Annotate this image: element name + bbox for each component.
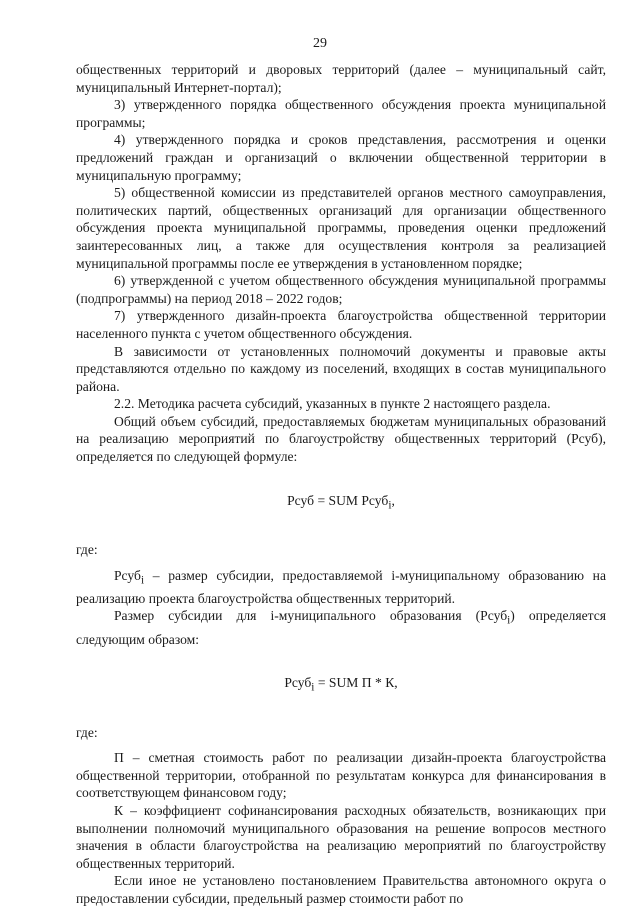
list-item-5: 5) общественной комиссии из представителей органов местного самоуправления, политических партий, общественных организаций для организации общественного обсуждения проекта муниципальной программы, проведения оценки предложений заинтересованных лиц, а также для осуществления контроля за реализацией муниципальной программы после ее утверждения в установленном порядке; xyxy=(76,185,606,271)
definition-1-subscript: i xyxy=(140,574,145,587)
where-label-1: где: xyxy=(76,541,98,557)
formula-1-right: , xyxy=(391,492,395,508)
where-label-2: где: xyxy=(76,724,98,740)
size-paragraph-post: ) определяется следующим образом: xyxy=(76,608,607,647)
paragraph-continuation: общественных территорий и дворовых территорий (далее – муниципальный сайт, муниципальный Интернет-портал); xyxy=(76,62,606,95)
formula-1-subscript: i xyxy=(388,499,392,512)
formula-2-left: Рсуб xyxy=(284,675,312,691)
paragraph-subsidy-size xyxy=(76,607,606,648)
definition-p: П – сметная стоимость работ по реализации дизайн-проекта благоустройства общественной территории, отобранной по результатам конкурса для финансирования в соответствующем финансовом году; xyxy=(76,750,606,801)
definition-k: К – коэффициент софинансирования расходных обязательств, возникающих при выполнении полномочий муниципального образования на решение вопросов местного значения в области благоустройства на реализацию мероприятий по благоустройству общественных территорий. xyxy=(76,803,606,871)
size-paragraph-subscript: i xyxy=(507,615,511,628)
paragraph-limit: Если иное не установлено постановлением Правительства автономного округа о предоставлении субсидии, предельный размер стоимости работ по xyxy=(76,873,606,907)
page-number: 29 xyxy=(313,36,327,51)
section-heading-2-2: 2.2. Методика расчета субсидий, указанных в пункте 2 настоящего раздела. xyxy=(114,396,551,412)
formula-subsidy-i xyxy=(76,674,606,697)
list-item-4: 4) утвержденного порядка и сроков представления, рассмотрения и оценки предложений граждан и организаций о включении общественной территории в муниципальную программу; xyxy=(76,132,606,183)
definition-1-term: Рсуб xyxy=(114,567,141,583)
definition-rsub-i xyxy=(76,567,606,608)
list-item-7: 7) утвержденного дизайн-проекта благоустройства общественной территории населенного пункта с учетом общественного обсуждения. xyxy=(76,308,606,341)
size-paragraph-pre: Размер субсидии для i-муниципального образования (Рсуб xyxy=(114,608,508,624)
formula-2-right: = SUM П * К, xyxy=(314,675,398,691)
formula-2-subscript: i xyxy=(311,682,315,695)
paragraph-total-volume: Общий объем субсидий, предоставляемых бюджетам муниципальных образований на реализацию мероприятий по благоустройству общественных территорий (Рсуб), определяется по следующей формуле: xyxy=(76,413,606,465)
formula-total-subsidy xyxy=(76,492,606,515)
formula-1-left: Рсуб = SUM Рсуб xyxy=(287,492,389,508)
document-body xyxy=(76,61,606,908)
paragraph-documents: В зависимости от установленных полномочий документы и правовые акты представляются отдельно по каждому из поселений, входящих в состав муниципального района. xyxy=(76,343,606,394)
list-item-3: 3) утвержденного порядка общественного обсуждения проекта муниципальной программы; xyxy=(76,97,606,130)
list-item-6: 6) утвержденной с учетом общественного обсуждения муниципальной программы (подпрограммы) на период 2018 – 2022 годов; xyxy=(76,273,606,306)
definition-1-text: – размер субсидии, предоставляемой i-муниципальному образованию на реализацию проекта благоустройства общественных территорий. xyxy=(76,567,606,606)
